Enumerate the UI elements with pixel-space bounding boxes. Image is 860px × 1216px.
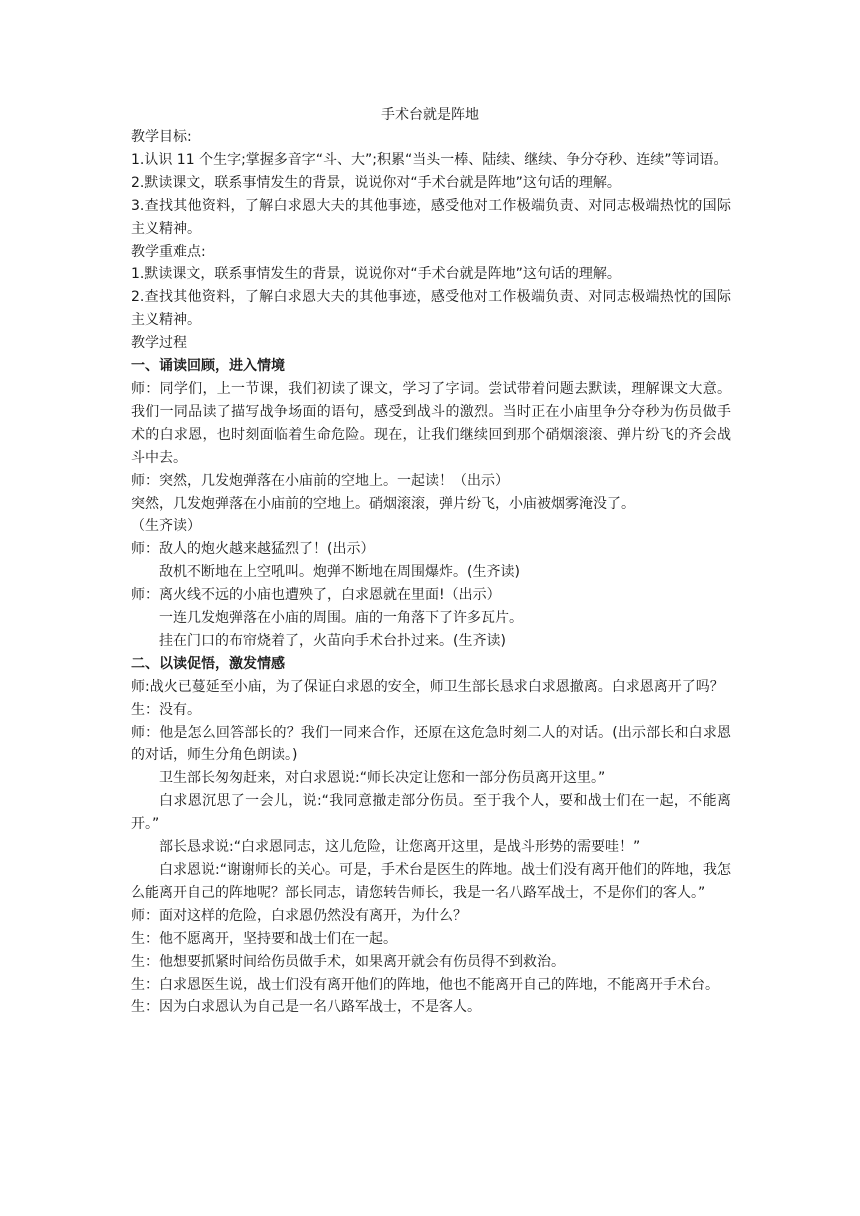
paragraph: 师：敌人的炮火越来越猛烈了！(出示） <box>131 541 375 558</box>
paragraph: 1.认识 11 个生字;掌握多音字“斗、大”;积累“当头一棒、陆续、继续、争分夺秒、连续”等词语。 <box>131 151 728 168</box>
paragraph: 部长恳求说:“白求恩同志，这儿危险，让您离开这里，是战斗形势的需要哇！” <box>159 839 641 856</box>
paragraph: 教学目标: <box>131 129 192 145</box>
paragraph: 师：离火线不远的小庙也遭殃了，白求恩就在里面!（出示） <box>131 587 501 604</box>
paragraph: 师：面对这样的危险，白求恩仍然没有离开，为什么？ <box>131 907 467 924</box>
section-heading: 二、以读促悟，激发情感 <box>131 655 285 672</box>
paragraph: 一连几发炮弹落在小庙的周围。庙的一角落下了许多瓦片。 <box>159 610 523 627</box>
paragraph: 3.查找其他资料，了解白求恩大夫的其他事迹，感受他对工作极端负责、对同志极端热忱的国际主义精神。 <box>131 197 731 237</box>
paragraph: （生齐读） <box>131 518 201 535</box>
paragraph: 1.默读课文，联系事情发生的背景，说说你对“手术台就是阵地”这句话的理解。 <box>131 266 621 283</box>
paragraph: 生：他想要抓紧时间给伤员做手术，如果离开就会有伤员得不到救治。 <box>131 953 565 970</box>
paragraph: 生：没有。 <box>131 701 201 718</box>
paragraph: 生：因为白求恩认为自己是一名八路军战士，不是客人。 <box>131 999 481 1016</box>
paragraph: 挂在门口的布帘烧着了，火苗向手术台扑过来。(生齐读) <box>159 632 506 649</box>
paragraph: 教学过程 <box>131 335 187 352</box>
paragraph: 师：突然，几发炮弹落在小庙前的空地上。一起读！（出示） <box>131 472 509 489</box>
document-body <box>131 126 731 1019</box>
paragraph: 师：他是怎么回答部长的？我们一同来合作，还原在这危急时刻二人的对话。(出示部长和白求恩的对话，师生分角色朗读。) <box>131 724 731 764</box>
paragraph: 师：同学们，上一节课，我们初读了课文，学习了字词。尝试带着问题去默读，理解课文大意。我们一同品读了描写战争场面的语句，感受到战斗的激烈。当时正在小庙里争分夺秒为伤员做手术的白求恩，也时刻面临着生命危险。现在，让我们继续回到那个硝烟滚滚、弹片纷飞的齐会战斗中去。 <box>131 380 731 466</box>
paragraph: 突然，几发炮弹落在小庙前的空地上。硝烟滚滚，弹片纷飞，小庙被烟雾淹没了。 <box>131 495 635 512</box>
paragraph: 师:战火已蔓延至小庙，为了保证白求恩的安全，师卫生部长恳求白求恩撤离。白求恩离开了吗？ <box>131 678 724 695</box>
paragraph: 2.默读课文，联系事情发生的背景，说说你对“手术台就是阵地”这句话的理解。 <box>131 174 621 191</box>
paragraph: 卫生部长匆匆赶来，对白求恩说:“师长决定让您和一部分伤员离开这里。” <box>159 770 606 787</box>
document-title: 手术台就是阵地 <box>381 107 479 123</box>
paragraph: 白求恩说:“谢谢师长的关心。可是，手术台是医生的阵地。战士们没有离开他们的阵地，我怎么能离开自己的阵地呢？部长同志，请您转告师长，我是一名八路军战士，不是你们的客人。” <box>131 862 731 901</box>
paragraph: 白求恩沉思了一会儿，说:“我同意撤走部分伤员。至于我个人，要和战士们在一起，不能离开。” <box>131 793 731 833</box>
paragraph: 2.查找其他资料，了解白求恩大夫的其他事迹，感受他对工作极端负责、对同志极端热忱的国际主义精神。 <box>131 289 731 329</box>
paragraph: 教学重难点: <box>131 243 206 260</box>
paragraph: 生：他不愿离开，坚持要和战士们在一起。 <box>131 930 397 947</box>
paragraph: 敌机不断地在上空吼叫。炮弹不断地在周围爆炸。(生齐读) <box>159 564 520 581</box>
paragraph: 生：白求恩医生说，战士们没有离开他们的阵地，他也不能离开自己的阵地，不能离开手术台。 <box>131 976 719 993</box>
section-heading: 一、诵读回顾，进入情境 <box>131 358 285 375</box>
